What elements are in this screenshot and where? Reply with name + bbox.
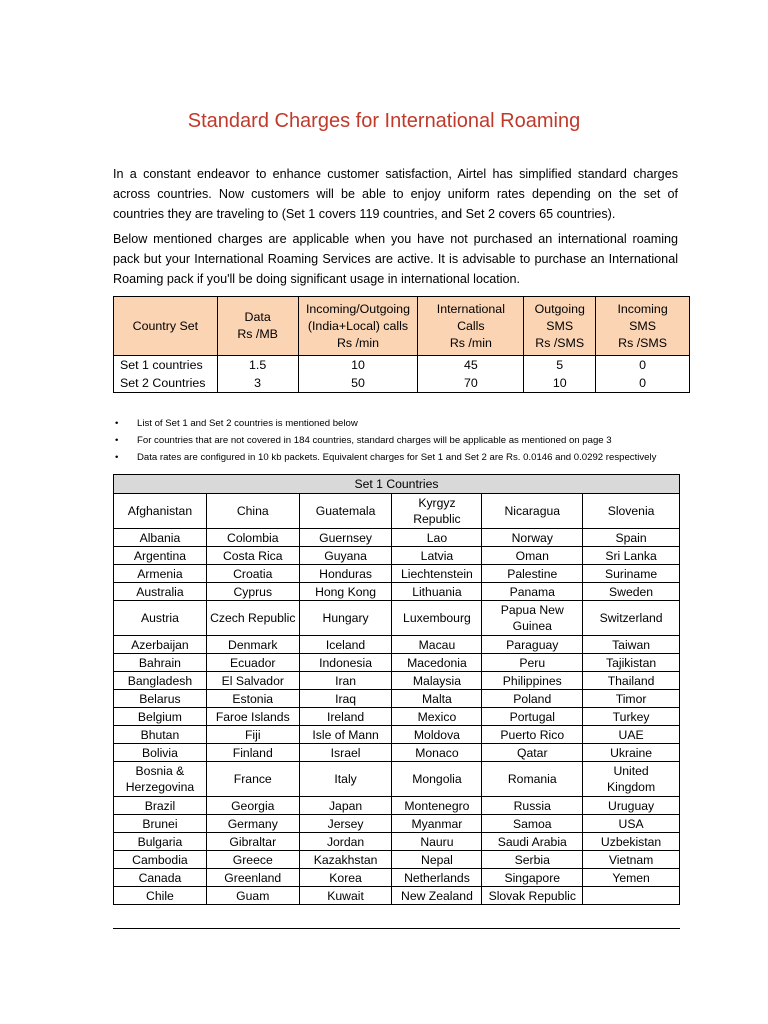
country-cell: Samoa xyxy=(482,815,583,833)
country-cell: El Salvador xyxy=(206,672,299,690)
charges-cell: Set 2 Countries xyxy=(114,374,218,393)
bullet-icon: • xyxy=(115,435,119,446)
country-cell: Estonia xyxy=(206,690,299,708)
country-row xyxy=(114,672,680,690)
country-cell: Sri Lanka xyxy=(583,547,680,565)
set1-countries-table xyxy=(113,474,680,905)
country-cell: Isle of Mann xyxy=(299,726,392,744)
charges-header-row xyxy=(114,297,690,356)
country-cell: Monaco xyxy=(392,744,482,762)
country-row xyxy=(114,797,680,815)
country-cell: Afghanistan xyxy=(114,494,207,529)
country-cell: Latvia xyxy=(392,547,482,565)
country-cell: Korea xyxy=(299,869,392,887)
note-item xyxy=(113,432,713,449)
country-cell: Russia xyxy=(482,797,583,815)
note-text: For countries that are not covered in 184 countries, standard charges will be applicable as mentioned on page 3 xyxy=(137,435,612,446)
charges-row xyxy=(114,356,690,375)
country-cell: Iceland xyxy=(299,636,392,654)
country-row xyxy=(114,887,680,905)
country-cell: Serbia xyxy=(482,851,583,869)
country-cell: Bangladesh xyxy=(114,672,207,690)
country-row xyxy=(114,762,680,797)
country-row xyxy=(114,869,680,887)
country-cell: Vietnam xyxy=(583,851,680,869)
country-row xyxy=(114,583,680,601)
country-cell: Moldova xyxy=(392,726,482,744)
country-row xyxy=(114,654,680,672)
charges-header-cell: Country Set xyxy=(114,297,218,356)
country-cell: Guyana xyxy=(299,547,392,565)
country-cell: Colombia xyxy=(206,529,299,547)
notes-list xyxy=(113,415,713,466)
country-cell: United Kingdom xyxy=(583,762,680,797)
country-cell: USA xyxy=(583,815,680,833)
country-cell: Iraq xyxy=(299,690,392,708)
country-cell: Cambodia xyxy=(114,851,207,869)
charges-table xyxy=(113,296,690,393)
charges-cell: Set 1 countries xyxy=(114,356,218,375)
country-cell: Nepal xyxy=(392,851,482,869)
charges-header-cell: Data Rs /MB xyxy=(217,297,298,356)
country-cell: Georgia xyxy=(206,797,299,815)
country-cell: Spain xyxy=(583,529,680,547)
country-cell: New Zealand xyxy=(392,887,482,905)
country-cell: Mexico xyxy=(392,708,482,726)
country-row xyxy=(114,494,680,529)
country-cell: Armenia xyxy=(114,565,207,583)
country-cell: Uzbekistan xyxy=(583,833,680,851)
charges-cell: 10 xyxy=(524,374,596,393)
country-cell: Argentina xyxy=(114,547,207,565)
country-cell: Qatar xyxy=(482,744,583,762)
country-cell: Azerbaijan xyxy=(114,636,207,654)
country-cell: Bahrain xyxy=(114,654,207,672)
country-cell: Finland xyxy=(206,744,299,762)
country-cell: Bolivia xyxy=(114,744,207,762)
country-row xyxy=(114,744,680,762)
country-row xyxy=(114,851,680,869)
country-cell: Norway xyxy=(482,529,583,547)
country-row xyxy=(114,833,680,851)
charges-cell: 0 xyxy=(596,356,690,375)
country-cell: Gibraltar xyxy=(206,833,299,851)
charges-cell: 5 xyxy=(524,356,596,375)
country-cell: Faroe Islands xyxy=(206,708,299,726)
country-cell: Mongolia xyxy=(392,762,482,797)
country-row xyxy=(114,815,680,833)
set1-caption: Set 1 Countries xyxy=(114,475,680,494)
country-cell: Netherlands xyxy=(392,869,482,887)
note-item xyxy=(113,415,713,432)
country-cell: Switzerland xyxy=(583,601,680,636)
charges-header-cell: Incoming SMS Rs /SMS xyxy=(596,297,690,356)
country-cell: Singapore xyxy=(482,869,583,887)
charges-cell: 1.5 xyxy=(217,356,298,375)
country-cell: Italy xyxy=(299,762,392,797)
note-text: Data rates are configured in 10 kb packets. Equivalent charges for Set 1 and Set 2 are Rs. 0.0146 and 0.0292 respectively xyxy=(137,452,657,463)
country-cell: Cyprus xyxy=(206,583,299,601)
country-cell: Austria xyxy=(114,601,207,636)
country-cell: Brazil xyxy=(114,797,207,815)
country-cell: Turkey xyxy=(583,708,680,726)
country-cell: China xyxy=(206,494,299,529)
country-cell: Chile xyxy=(114,887,207,905)
country-cell: Poland xyxy=(482,690,583,708)
country-cell: Israel xyxy=(299,744,392,762)
country-cell: Romania xyxy=(482,762,583,797)
country-row xyxy=(114,547,680,565)
note-item xyxy=(113,449,713,466)
bottom-rule xyxy=(113,928,680,929)
country-row xyxy=(114,690,680,708)
country-row xyxy=(114,636,680,654)
country-cell: Germany xyxy=(206,815,299,833)
set1-body xyxy=(114,494,680,905)
country-row xyxy=(114,708,680,726)
country-cell: Luxembourg xyxy=(392,601,482,636)
country-row xyxy=(114,565,680,583)
country-cell: Bulgaria xyxy=(114,833,207,851)
page-title: Standard Charges for International Roaming xyxy=(187,110,581,132)
country-row xyxy=(114,529,680,547)
country-cell: Albania xyxy=(114,529,207,547)
country-cell: Czech Republic xyxy=(206,601,299,636)
country-cell: Australia xyxy=(114,583,207,601)
country-cell: Brunei xyxy=(114,815,207,833)
country-cell: Guatemala xyxy=(299,494,392,529)
country-cell: Lithuania xyxy=(392,583,482,601)
country-cell: Papua New Guinea xyxy=(482,601,583,636)
charges-row xyxy=(114,374,690,393)
country-cell xyxy=(583,887,680,905)
charges-header-cell: Incoming/Outgoing (India+Local) calls Rs /min xyxy=(298,297,418,356)
country-cell: Croatia xyxy=(206,565,299,583)
country-cell: Jersey xyxy=(299,815,392,833)
charges-cell: 0 xyxy=(596,374,690,393)
country-cell: Japan xyxy=(299,797,392,815)
country-cell: Ukraine xyxy=(583,744,680,762)
country-cell: Greenland xyxy=(206,869,299,887)
country-cell: Bhutan xyxy=(114,726,207,744)
country-cell: Saudi Arabia xyxy=(482,833,583,851)
country-cell: Bosnia & Herzegovina xyxy=(114,762,207,797)
country-cell: Ecuador xyxy=(206,654,299,672)
country-cell: Greece xyxy=(206,851,299,869)
country-cell: Suriname xyxy=(583,565,680,583)
country-cell: Ireland xyxy=(299,708,392,726)
country-cell: Kuwait xyxy=(299,887,392,905)
note-text: List of Set 1 and Set 2 countries is mentioned below xyxy=(137,418,358,429)
country-cell: Macedonia xyxy=(392,654,482,672)
country-cell: Kazakhstan xyxy=(299,851,392,869)
country-cell: Timor xyxy=(583,690,680,708)
charges-paragraph: Below mentioned charges are applicable when you have not purchased an international roaming pack but your International Roaming Services are active. It is advisable to purchase an International Roaming pack if you'll be doing significant usage in international location. xyxy=(113,232,678,286)
country-cell: Paraguay xyxy=(482,636,583,654)
country-cell: Lao xyxy=(392,529,482,547)
country-cell: Myanmar xyxy=(392,815,482,833)
country-cell: Portugal xyxy=(482,708,583,726)
country-cell: Kyrgyz Republic xyxy=(392,494,482,529)
country-cell: Panama xyxy=(482,583,583,601)
charges-cell: 50 xyxy=(298,374,418,393)
country-cell: Sweden xyxy=(583,583,680,601)
country-cell: Liechtenstein xyxy=(392,565,482,583)
country-cell: Belgium xyxy=(114,708,207,726)
charges-cell: 45 xyxy=(418,356,524,375)
charges-cell: 70 xyxy=(418,374,524,393)
country-cell: Philippines xyxy=(482,672,583,690)
country-cell: Nauru xyxy=(392,833,482,851)
country-cell: Malaysia xyxy=(392,672,482,690)
bullet-icon: • xyxy=(115,418,119,429)
country-cell: Slovenia xyxy=(583,494,680,529)
country-cell: Hong Kong xyxy=(299,583,392,601)
country-cell: Thailand xyxy=(583,672,680,690)
bullet-icon: • xyxy=(115,452,119,463)
country-cell: Taiwan xyxy=(583,636,680,654)
country-cell: Iran xyxy=(299,672,392,690)
country-cell: Indonesia xyxy=(299,654,392,672)
country-cell: Belarus xyxy=(114,690,207,708)
charges-cell: 3 xyxy=(217,374,298,393)
charges-header-cell: International Calls Rs /min xyxy=(418,297,524,356)
country-cell: Jordan xyxy=(299,833,392,851)
country-cell: Slovak Republic xyxy=(482,887,583,905)
country-cell: Denmark xyxy=(206,636,299,654)
country-row xyxy=(114,601,680,636)
country-cell: Montenegro xyxy=(392,797,482,815)
country-cell: Malta xyxy=(392,690,482,708)
country-cell: France xyxy=(206,762,299,797)
country-cell: Guam xyxy=(206,887,299,905)
country-cell: Uruguay xyxy=(583,797,680,815)
country-cell: Canada xyxy=(114,869,207,887)
country-cell: Puerto Rico xyxy=(482,726,583,744)
country-cell: Guernsey xyxy=(299,529,392,547)
country-cell: Fiji xyxy=(206,726,299,744)
charges-body xyxy=(114,356,690,393)
country-cell: Costa Rica xyxy=(206,547,299,565)
country-cell: Oman xyxy=(482,547,583,565)
country-cell: Peru xyxy=(482,654,583,672)
country-cell: Yemen xyxy=(583,869,680,887)
country-cell: Palestine xyxy=(482,565,583,583)
intro-paragraph: In a constant endeavor to enhance customer satisfaction, Airtel has simplified standard charges across countries. Now customers will be able to enjoy uniform rates depending on the set of countries they are traveling to (Set 1 covers 119 countries, and Set 2 covers 65 countries). xyxy=(113,167,678,221)
charges-header-cell: Outgoing SMS Rs /SMS xyxy=(524,297,596,356)
country-row xyxy=(114,726,680,744)
country-cell: Macau xyxy=(392,636,482,654)
country-cell: Hungary xyxy=(299,601,392,636)
country-cell: Nicaragua xyxy=(482,494,583,529)
country-cell: UAE xyxy=(583,726,680,744)
charges-cell: 10 xyxy=(298,356,418,375)
country-cell: Honduras xyxy=(299,565,392,583)
country-cell: Tajikistan xyxy=(583,654,680,672)
